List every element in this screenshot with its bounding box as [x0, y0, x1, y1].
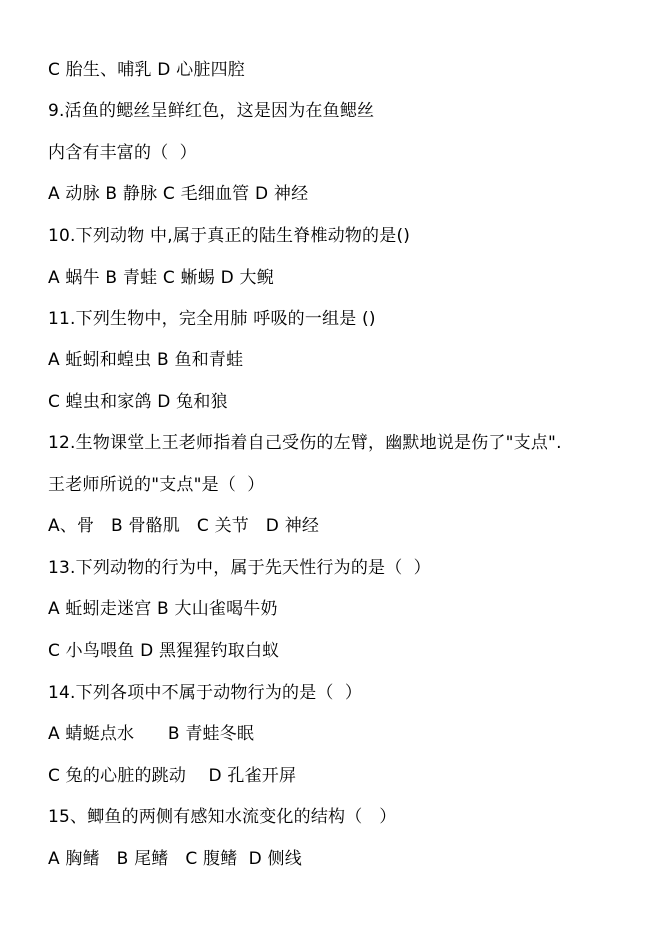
question-11: 11.下列生物中，完全用肺 呼吸的一组是 ()	[48, 309, 376, 329]
answer-options-q14-cd: C 兔的心脏的跳动 D 孔雀开屏	[48, 766, 297, 786]
question-13: 13.下列动物的行为中，属于先天性行为的是（ ）	[48, 558, 431, 578]
answer-options-q11-ab: A 蚯蚓和蝗虫 B 鱼和青蛙	[48, 350, 244, 370]
answer-options-q14-ab: A 蜻蜓点水 B 青蛙冬眠	[48, 724, 255, 744]
question-14: 14.下列各项中不属于动物行为的是（ ）	[48, 683, 363, 703]
question-9-line-2: 内含有丰富的（ ）	[48, 143, 197, 163]
answer-options-q9: A 动脉 B 静脉 C 毛细血管 D 神经	[48, 184, 309, 204]
answer-options-q11-cd: C 蝗虫和家鸽 D 兔和狼	[48, 392, 228, 412]
answer-options-q10: A 蜗牛 B 青蛙 C 蜥蜴 D 大鲵	[48, 268, 274, 288]
question-9-line-1: 9.活鱼的鳃丝呈鲜红色，这是因为在鱼鳃丝	[48, 101, 375, 121]
answer-options-q15: A 胸鳍 B 尾鳍 C 腹鳍 D 侧线	[48, 849, 302, 869]
question-12-line-1: 12.生物课堂上王老师指着自己受伤的左臂，幽默地说是伤了"支点".	[48, 433, 562, 453]
answer-options-q13-cd: C 小鸟喂鱼 D 黑猩猩钓取白蚁	[48, 641, 280, 661]
answer-options-q13-ab: A 蚯蚓走迷宫 B 大山雀喝牛奶	[48, 599, 278, 619]
answer-options-q8-cd: C 胎生、哺乳 D 心脏四腔	[48, 60, 245, 80]
question-12-line-2: 王老师所说的"支点"是（ ）	[48, 475, 265, 495]
question-10: 10.下列动物 中,属于真正的陆生脊椎动物的是()	[48, 226, 411, 246]
answer-options-q12: A、骨 B 骨骼肌 C 关节 D 神经	[48, 516, 320, 536]
question-15: 15、鲫鱼的两侧有感知水流变化的结构（ ）	[48, 807, 397, 827]
